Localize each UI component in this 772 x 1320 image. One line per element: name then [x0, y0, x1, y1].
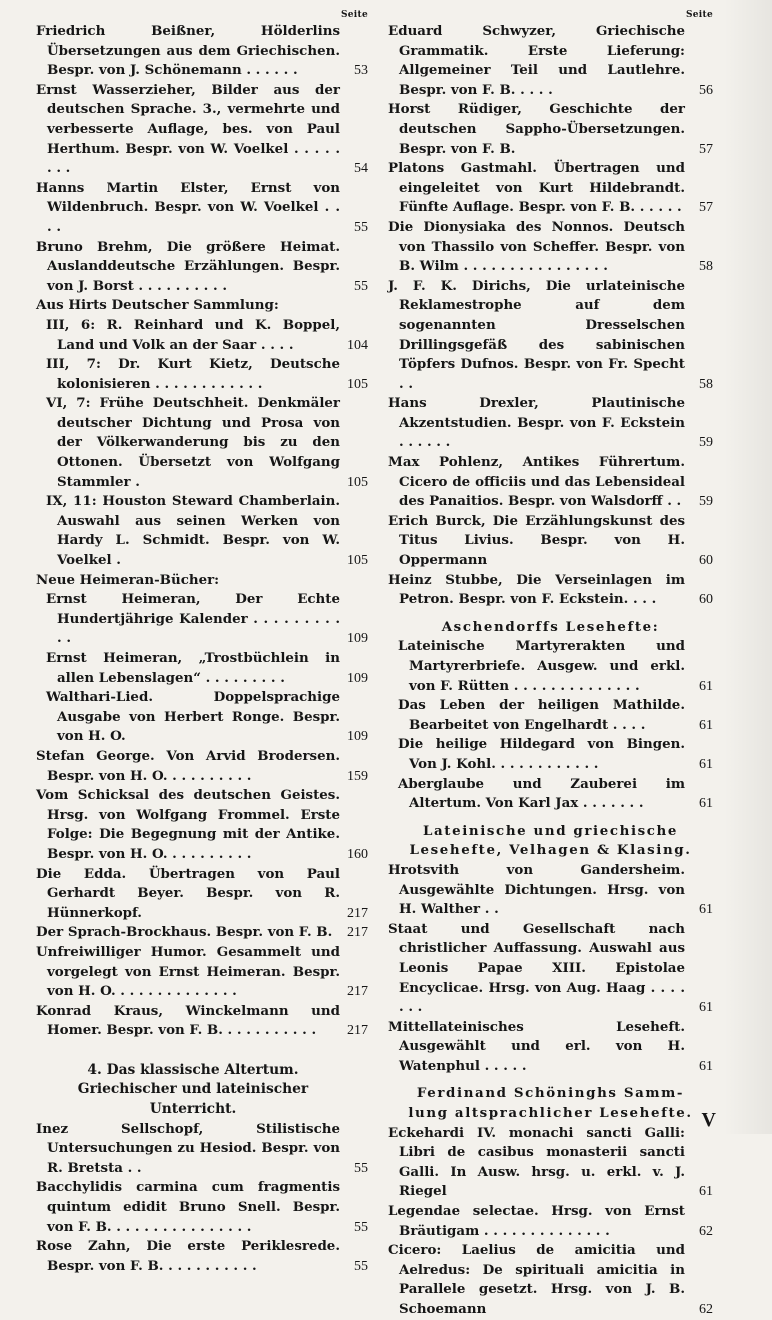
index-entry — [46, 394, 368, 492]
entry-page: 59 — [699, 435, 713, 451]
entry-text: Die Dionysiaka des Nonnos. Deutsch von Thassilo von Scheffer. Bespr. von B. Wilm . . . . . . . . . . . . . . . . — [388, 218, 685, 275]
entry-text: Der Sprach-Brockhaus. Bespr. von F. B. — [36, 924, 333, 941]
entry-text: Legendae selectae. Hrsg. von Ernst Bräutigam . . . . . . . . . . . . . . — [388, 1203, 685, 1239]
series-title-velhagen-line-1: Lateinische und griechische — [423, 822, 678, 839]
index-entry — [46, 316, 368, 355]
page-edge-shadow — [724, 0, 772, 1134]
index-entry — [46, 688, 368, 747]
entry-text: Heinz Stubbe, Die Verseinlagen im Petron. Bespr. von F. Eckstein. . . . — [388, 571, 685, 608]
right-entries-a — [388, 22, 713, 610]
index-entry — [36, 923, 368, 943]
entry-page: 54 — [354, 161, 368, 177]
entry-text: Horst Rüdiger, Geschichte der deutschen Sappho-Übersetzungen. Bespr. von F. B. — [388, 101, 685, 157]
right-entries-b — [388, 861, 713, 1077]
entry-text: Eduard Schwyzer, Griechische Grammatik. Erste Lieferung: Allgemeiner Teil und Lautlehre. Bespr. von F. B. . . . . — [388, 23, 685, 98]
entry-page: 56 — [699, 82, 713, 98]
index-entry — [388, 512, 713, 571]
entry-page: 109 — [347, 729, 368, 745]
index-entry — [388, 1018, 713, 1077]
entry-text: Vom Schicksal des deutschen Geistes. Hrsg. von Wolfgang Frommel. Erste Folge: Die Begegnung mit der Antike. Bespr. von H. O. . . . . . . . . . — [36, 787, 340, 862]
entry-text: Hrotsvith von Gandersheim. Ausgewählte Dichtungen. Hrsg. von H. Walther . . — [388, 861, 685, 918]
entry-text: Platons Gastmahl. Übertragen und eingeleitet von Kurt Hildebrandt. Fünfte Auflage. Bespr. von F. B. . . . . . — [388, 160, 685, 216]
entry-text: Mittellateinisches Leseheft. Ausgewählt und erl. von H. Watenphul . . . . . — [388, 1018, 685, 1074]
entry-page: 105 — [347, 553, 368, 569]
index-entry — [36, 786, 368, 864]
column-header: Seite — [340, 10, 368, 20]
entry-page: 104 — [347, 337, 368, 353]
index-entry — [36, 865, 368, 924]
entry-page: 160 — [347, 846, 368, 862]
entry-page: 62 — [699, 1223, 713, 1239]
entry-page: 61 — [699, 902, 713, 918]
index-entry — [36, 943, 368, 1002]
column-header: Seite — [685, 10, 713, 20]
entry-text: Konrad Kraus, Winckelmann und Homer. Bespr. von F. B. . . . . . . . . . . — [36, 1002, 340, 1039]
index-entry — [36, 747, 368, 786]
entry-page: 159 — [347, 768, 368, 784]
entry-text: Unfreiwilliger Humor. Gesammelt und vorgelegt von Ernst Heimeran. Bespr. von H. O. . . . . . . . . . . . . . — [36, 943, 340, 1000]
left-entries-a — [36, 22, 368, 296]
entry-page: 61 — [699, 1058, 713, 1074]
index-entry — [388, 22, 713, 100]
entry-text: Friedrich Beißner, Hölderlins Übersetzungen aus dem Griechischen. Bespr. von J. Schönemann . . . . . . — [36, 23, 340, 79]
left-entries-c — [36, 1120, 368, 1277]
index-entry — [388, 453, 713, 512]
entry-page: 58 — [699, 376, 713, 392]
entry-text: III, 6: R. Reinhard und K. Boppel, Land und Volk an der Saar . . . . — [46, 316, 340, 353]
index-entry — [398, 735, 713, 774]
entry-text: IX, 11: Houston Steward Chamberlain. Auswahl aus seinen Werken von Hardy L. Schmidt. Bespr. von W. Voelkel . — [46, 493, 340, 569]
entry-page: 217 — [347, 1023, 368, 1039]
entry-text: III, 7: Dr. Kurt Kietz, Deutsche kolonisieren . . . . . . . . . . . . — [46, 356, 340, 392]
entry-page: 55 — [354, 1219, 368, 1235]
index-entry — [388, 159, 713, 218]
right-entries-c — [388, 1124, 713, 1320]
index-entry — [36, 238, 368, 297]
entry-page: 55 — [354, 278, 368, 294]
section-title-line-1: 4. Das klassische Altertum. — [87, 1061, 299, 1078]
series-title-velhagen-line-2: Lesehefte, Velhagen & Klasing. — [409, 842, 692, 859]
entry-page: 58 — [699, 259, 713, 275]
entry-page: 60 — [699, 592, 713, 608]
entry-text: Das Leben der heiligen Mathilde. Bearbeitet von Engelhardt . . . . — [398, 697, 685, 733]
entry-page: 55 — [354, 1160, 368, 1176]
index-entry — [36, 22, 368, 81]
heimeran-items — [36, 590, 368, 747]
index-entry — [46, 355, 368, 394]
entry-page: 59 — [699, 494, 713, 510]
index-entry — [388, 1124, 713, 1202]
entry-page: 105 — [347, 376, 368, 392]
page-number: V — [701, 1109, 716, 1131]
section-title-line-2: Griechischer und lateinischer Unterricht. — [77, 1081, 309, 1118]
index-entry — [398, 696, 713, 735]
index-entry — [388, 394, 713, 453]
entry-text: Eckehardi IV. monachi sancti Galli: Libri de casibus monasterii sancti Galli. In Ausw. hrsg. u. erkl. v. J. Riegel — [388, 1124, 685, 1200]
entry-page: 61 — [699, 1184, 713, 1200]
aschendorff-items — [388, 637, 713, 813]
index-entry — [46, 649, 368, 688]
entry-text: Hanns Martin Elster, Ernst von Wildenbruch. Bespr. von W. Voelkel . . . . — [36, 179, 340, 235]
index-entry — [46, 590, 368, 649]
entry-text: Cicero: Laelius de amicitia und Aelredus: De spirituali amicitia in Parallele gesetzt. Hrsg. von J. B. Schoemann — [388, 1242, 685, 1317]
index-entry — [388, 1202, 713, 1241]
entry-page: 61 — [699, 678, 713, 694]
entry-page: 55 — [354, 1258, 368, 1274]
entry-text: Inez Sellschopf, Stilistische Untersuchungen zu Hesiod. Bespr. von R. Bretsta . . — [36, 1120, 340, 1176]
group-heading-hirt: Aus Hirts Deutscher Sammlung: — [36, 297, 279, 314]
entry-page: 53 — [354, 63, 368, 79]
entry-text: Max Pohlenz, Antikes Führertum. Cicero de officiis und das Lebensideal des Panaitios. Bespr. von Walsdorff . . — [388, 454, 685, 510]
entry-page: 62 — [699, 1302, 713, 1317]
entry-text: Bacchylidis carmina cum fragmentis quintum edidit Bruno Snell. Bespr. von F. B. . . . . . . . . . . . . . . . — [36, 1179, 340, 1235]
index-entry — [36, 1237, 368, 1276]
entry-page: 61 — [699, 756, 713, 772]
entry-page: 109 — [347, 670, 368, 686]
entry-text: Die Edda. Übertragen von Paul Gerhardt Beyer. Bespr. von R. Hünnerkopf. — [36, 865, 340, 921]
group-heading-heimeran: Neue Heimeran-Bücher: — [36, 571, 220, 588]
index-entry — [388, 920, 713, 1018]
entry-text: Aberglaube und Zauberei im Altertum. Von Karl Jax . . . . . . . — [398, 775, 685, 812]
series-title-aschendorff: Aschendorffs Lesehefte: — [441, 618, 660, 635]
index-entry — [398, 775, 713, 814]
entry-text: Lateinische Martyrerakten und Martyrerbriefe. Ausgew. und erkl. von F. Rütten . . . . . . . . . . . . . . — [398, 638, 685, 694]
index-entry — [36, 1120, 368, 1179]
index-entry — [46, 492, 368, 570]
entry-text: Staat und Gesellschaft nach christlicher Auffassung. Auswahl aus Leonis Papae XIII. Epistolae Encyclicae. Hrsg. von Aug. Haag . . . . . . . — [388, 920, 685, 1016]
entry-page: 105 — [347, 474, 368, 490]
entry-text: Erich Burck, Die Erzählungskunst des Titus Livius. Bespr. von H. Oppermann — [388, 512, 685, 569]
entry-page: 57 — [699, 141, 713, 157]
index-entry — [36, 1178, 368, 1237]
entry-page: 61 — [699, 796, 713, 812]
entry-page: 57 — [699, 200, 713, 216]
entry-text: Stefan George. Von Arvid Brodersen. Bespr. von H. O. . . . . . . . . . — [36, 747, 340, 784]
left-entries-b — [36, 747, 368, 1041]
series-title-schoeningh-line-2: lung altsprachlicher Lesehefte. — [408, 1105, 693, 1122]
entry-text: Hans Drexler, Plautinische Akzentstudien. Bespr. von F. Eckstein . . . . . . — [388, 395, 685, 451]
entry-page: 60 — [699, 553, 713, 569]
index-entry — [388, 571, 713, 610]
left-column — [36, 8, 368, 1276]
entry-page: 217 — [347, 984, 368, 1000]
index-entry — [36, 81, 368, 179]
entry-text: Ernst Heimeran, „Trostbüchlein in allen Lebenslagen“ . . . . . . . . . — [46, 650, 340, 686]
entry-text: VI, 7: Frühe Deutschheit. Denkmäler deutscher Dichtung und Prosa von der Völkerwanderung bis zu den Ottonen. Übersetzt von Wolfgang Stammler . — [46, 395, 340, 490]
entry-text: Bruno Brehm, Die größere Heimat. Auslanddeutsche Erzählungen. Bespr. von J. Borst . . . . . . . . . . — [36, 238, 340, 294]
index-entry — [388, 277, 713, 395]
index-entry — [388, 861, 713, 920]
index-entry — [388, 218, 713, 277]
entry-page: 55 — [354, 219, 368, 235]
hirt-items — [36, 316, 368, 571]
entry-page: 109 — [347, 631, 368, 647]
entry-text: Rose Zahn, Die erste Periklesrede. Bespr. von F. B. . . . . . . . . . . — [36, 1238, 340, 1274]
entry-page: 61 — [699, 717, 713, 733]
right-column — [388, 8, 713, 1320]
series-title-schoeningh-line-1: Ferdinand Schöninghs Samm- — [416, 1085, 685, 1102]
entry-text: Die heilige Hildegard von Bingen. Von J. Kohl. . . . . . . . . . . . — [398, 736, 685, 772]
index-entry — [398, 637, 713, 696]
entry-page: 217 — [347, 905, 368, 921]
index-entry — [388, 100, 713, 159]
entry-text: Walthari-Lied. Doppelsprachige Ausgabe von Herbert Ronge. Bespr. von H. O. — [46, 689, 340, 745]
index-entry — [388, 1241, 713, 1319]
entry-text: Ernst Heimeran, Der Echte Hundertjährige Kalender . . . . . . . . . . . — [46, 591, 340, 647]
entry-text: J. F. K. Dirichs, Die urlateinische Reklamestrophe auf dem sogenannten Dresselschen Drillingsgefäß des sabinischen Töpfers Dufnos. Bespr. von Fr. Specht . . — [388, 277, 685, 392]
index-entry — [36, 179, 368, 238]
index-entry — [36, 1002, 368, 1041]
entry-page: 217 — [347, 925, 368, 941]
entry-page: 61 — [699, 1000, 713, 1016]
entry-text: Ernst Wasserzieher, Bilder aus der deutschen Sprache. 3., vermehrte und verbesserte Auflage, bes. von Paul Herthum. Bespr. von W. Voelkel . . . . . . . . — [36, 81, 340, 177]
